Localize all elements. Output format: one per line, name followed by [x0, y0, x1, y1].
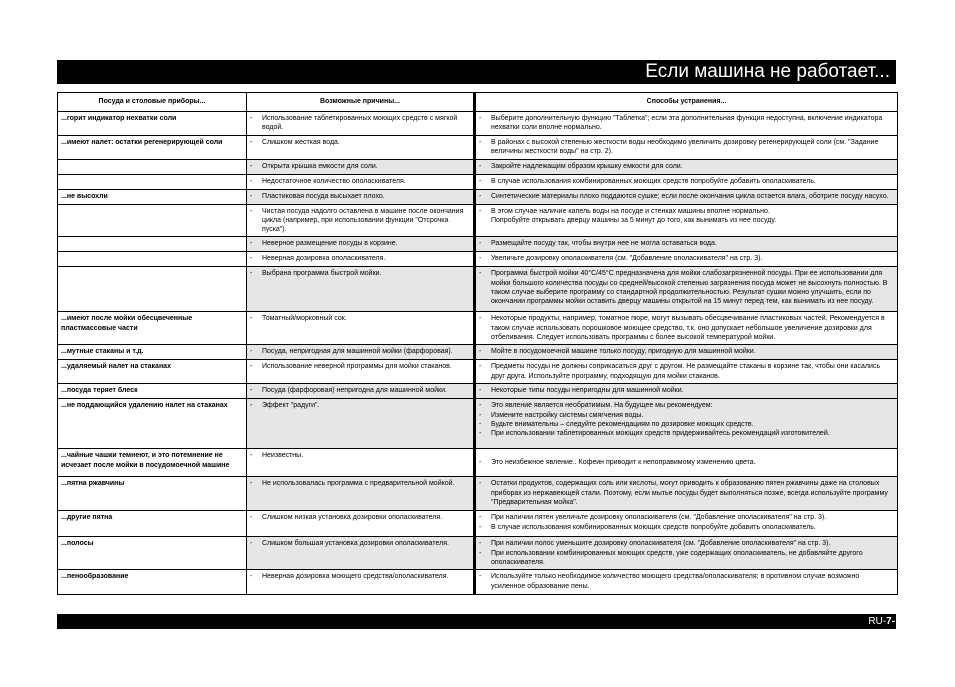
cause-item: - Недостаточное количество ополаскивателя.	[250, 177, 470, 186]
dish-cell: ...пенообразование	[58, 570, 247, 595]
table-row	[58, 312, 898, 345]
cause-item: - Слишком большая установка дозировки ополаскивателя.	[250, 539, 470, 548]
cause-cell	[247, 237, 475, 252]
cause-item: - Посуда (фарфоровая) непригодна для машинной мойки.	[250, 386, 470, 395]
dish-cell: ...другие пятна	[58, 511, 247, 537]
cause-item: - Открыта крышка емкости для соли.	[250, 162, 470, 171]
solution-cell	[475, 537, 898, 570]
solution-item: - Предметы посуды не должны соприкасаться друг с другом. Не размещайте стаканы в корзине так, чтобы они касались друг друга. Используйте программу, подходящую для мойки стаканов.	[479, 362, 894, 381]
solution-cell	[475, 449, 898, 477]
table-row	[58, 267, 898, 312]
title-bar	[57, 60, 896, 84]
cause-item: - Использование таблетированных моющих средств с мягкой водой.	[250, 114, 470, 133]
solution-item: - Измените настройку системы смягчения воды.	[479, 411, 894, 420]
solution-item: - При использовании таблетированных моющих средств придерживайтесь рекомендаций изготовителей.	[479, 429, 894, 438]
cause-cell	[247, 384, 475, 399]
page-number-prefix: RU-	[868, 616, 887, 627]
dish-cell: ...имеют налет: остатки регенерирующей соли	[58, 135, 247, 159]
cause-cell	[247, 174, 475, 189]
solution-item: - Некоторые типы посуды непригодны для машинной мойки.	[479, 386, 894, 395]
solution-cell	[475, 384, 898, 399]
solution-cell	[475, 399, 898, 449]
solution-item: - В районах с высокой степенью жесткости воды необходимо увеличить дозировку регенерирующей соли (см. "Задание величины жесткости воды" на стр. 2).	[479, 138, 894, 157]
table-row	[58, 189, 898, 204]
cause-cell	[247, 312, 475, 345]
table-row	[58, 384, 898, 399]
cause-cell	[247, 511, 475, 537]
table-header-row	[58, 93, 898, 112]
solution-item: - Это явление является необратимым. На будущее мы рекомендуем:	[479, 401, 894, 410]
cause-item: - Использование неверной программы для мойки стаканов.	[250, 362, 470, 371]
table-row	[58, 477, 898, 511]
solution-cell	[475, 477, 898, 511]
solution-item: - Будьте внимательны – следуйте рекомендациям по дозировке моющих средств.	[479, 420, 894, 429]
solution-cell	[475, 570, 898, 595]
solution-cell	[475, 345, 898, 360]
solution-item: - Остатки продуктов, содержащих соль или кислоты, могут приводить к образованию пятен ржавчины даже на столовых приборах из нержавеющей стали. Поэтому, если мытье посуды будет выполняться позже, всегда используйте программу "Предварительная мойка".	[479, 479, 894, 507]
footer-bar	[57, 614, 896, 629]
cause-cell	[247, 159, 475, 174]
cause-item: - Томатный/морковный сок.	[250, 314, 470, 323]
solution-cell	[475, 511, 898, 537]
dish-cell	[58, 159, 247, 174]
cause-item: - Неверное размещение посуды в корзине.	[250, 239, 470, 248]
dish-cell: ...чайные чашки темнеют, и это потемнение не исчезает после мойки в посудомоечной машине	[58, 449, 247, 477]
page-title: Если машина не работает...	[645, 61, 890, 82]
dish-cell: ...имеют после мойки обесцвеченные пластмассовые части	[58, 312, 247, 345]
table-row	[58, 345, 898, 360]
cause-cell	[247, 189, 475, 204]
table-row	[58, 449, 898, 477]
dish-cell	[58, 267, 247, 312]
cause-item: - Чистая посуда надолго оставлена в машине после окончания цикла (например, при использовании функции "Отсрочка пуска").	[250, 207, 470, 235]
solution-item: - Используйте только необходимое количество моющего средства/ополаскивателя; в противном случае возможно усиленное образование пены.	[479, 572, 894, 591]
header-solutions: Способы устранения...	[475, 93, 898, 112]
table-row	[58, 511, 898, 537]
cause-item: - Неверная дозировка моющего средства/ополаскивателя.	[250, 572, 470, 581]
dish-cell: ...пятна ржавчины	[58, 477, 247, 511]
dish-cell	[58, 174, 247, 189]
page-number-value: 7	[886, 616, 892, 627]
dish-cell	[58, 204, 247, 237]
cause-cell	[247, 537, 475, 570]
solution-cell	[475, 204, 898, 237]
solution-item: - Мойте в посудомоечной машине только посуду, пригодную для машинной мойки.	[479, 347, 894, 356]
solution-cell	[475, 360, 898, 384]
page-number-suffix: -	[891, 616, 895, 627]
cause-item: - Слишком низкая установка дозировки ополаскивателя.	[250, 513, 470, 522]
solution-item: - Некоторые продукты, например, томатное пюре, могут вызывать обесцвечивание пластиковых частей. Рекомендуется в таком случае использовать порошковое моющее средство, т.к. оно допускает небольшое увеличение дозировки для отбеливания. Следует использовать программы с более высокой температурой мойки.	[479, 314, 894, 342]
cause-cell	[247, 345, 475, 360]
cause-item: - Слишком жесткая вода.	[250, 138, 470, 147]
solution-cell	[475, 112, 898, 136]
table-row	[58, 399, 898, 449]
solution-item: - Программа быстрой мойки 40°C/45°C предназначена для мойки слабозагрязненной посуды. При ее использовании для мойки большого количества посуды со средней/высокой степенью загрязнения посуда может не высохнуть полностью. В таком случае выберите программу со стандартной продолжительностью. Результат сушки можно улучшить, если по окончании программы мойки оставить дверцу машины открытой на 15 минут перед тем, как вынимать из нее посуду.	[479, 269, 894, 306]
cause-item: - Эффект "радуги".	[250, 401, 470, 410]
solution-cell	[475, 174, 898, 189]
cause-cell	[247, 399, 475, 449]
cause-cell	[247, 135, 475, 159]
solution-cell	[475, 189, 898, 204]
cause-cell	[247, 449, 475, 477]
table-row	[58, 237, 898, 252]
cause-item: - Неверная дозировка ополаскивателя.	[250, 254, 470, 263]
dish-cell: ...не высохли	[58, 189, 247, 204]
dish-cell: ...посуда теряет блеск	[58, 384, 247, 399]
solution-item: - Синтетические материалы плохо поддаются сушке; если после окончания цикла остается влага, оботрите посуду насухо.	[479, 192, 894, 201]
cause-cell	[247, 360, 475, 384]
solution-item: - Выберите дополнительную функцию "Таблетка"; если эта дополнительная функция недоступна, включение индикатора нехватки соли вполне нормально.	[479, 114, 894, 133]
cause-cell	[247, 267, 475, 312]
page-number	[868, 614, 896, 629]
solution-item: - Это неизбежное явление.. Кофеин приводит к непоправимому изменению цвета.	[479, 458, 894, 467]
table-row	[58, 174, 898, 189]
cause-item: - Посуда, непригодная для машинной мойки (фарфоровая).	[250, 347, 470, 356]
cause-item: - Пластиковая посуда высыхает плохо.	[250, 192, 470, 201]
solution-cell	[475, 312, 898, 345]
solution-item: - В этом случае наличие капель воды на посуде и стенках машины вполне нормально. Попробуйте открывать дверцу машины за 5 минут до того, как вынимать из нее посуду.	[479, 207, 894, 226]
cause-item: - Не использовалась программа с предварительной мойкой.	[250, 479, 470, 488]
header-causes: Возможные причины...	[247, 93, 475, 112]
solution-cell	[475, 252, 898, 267]
solution-item: - При наличии полос уменьшите дозировку ополаскивателя (см. "Добавление ополаскивателя" на стр. 3).	[479, 539, 894, 548]
dish-cell: ...удаляемый налет на стаканах	[58, 360, 247, 384]
table-row	[58, 135, 898, 159]
table-row	[58, 537, 898, 570]
solution-cell	[475, 267, 898, 312]
dish-cell	[58, 252, 247, 267]
dish-cell: ...не поддающийся удалению налет на стаканах	[58, 399, 247, 449]
solution-item: - При наличии пятен увеличьте дозировку ополаскивателя (см. "Добавление ополаскивателя" на стр. 3).	[479, 513, 894, 522]
cause-cell	[247, 204, 475, 237]
dish-cell: ...мутные стаканы и т.д.	[58, 345, 247, 360]
table-body	[58, 112, 898, 595]
solution-cell	[475, 135, 898, 159]
solution-cell	[475, 159, 898, 174]
dish-cell	[58, 237, 247, 252]
solution-item: - Закройте надлежащим образом крышку емкости для соли.	[479, 162, 894, 171]
solution-item: - Увеличьте дозировку ополаскивателя (см. "Добавление ополаскивателя" на стр. 3).	[479, 254, 894, 263]
solution-cell	[475, 237, 898, 252]
dish-cell: ...горит индикатор нехватки соли	[58, 112, 247, 136]
header-dishes: Посуда и столовые приборы...	[58, 93, 247, 112]
solution-item: - Размещайте посуду так, чтобы внутри нее не могла оставаться вода.	[479, 239, 894, 248]
cause-item: - Неизвестны.	[250, 451, 470, 460]
table-row	[58, 570, 898, 595]
table-row	[58, 204, 898, 237]
table-row	[58, 112, 898, 136]
solution-item: - При использовании комбинированных моющих средств, уже содержащих ополаскиватель, не добавляйте другого ополаскивателя.	[479, 549, 894, 568]
cause-cell	[247, 477, 475, 511]
cause-cell	[247, 570, 475, 595]
solution-item: - В случае использования комбинированных моющих средств попробуйте добавить ополаскиватель.	[479, 523, 894, 532]
table-row	[58, 360, 898, 384]
cause-cell	[247, 112, 475, 136]
cause-cell	[247, 252, 475, 267]
cause-item: - Выбрана программа быстрой мойки.	[250, 269, 470, 278]
dish-cell: ...полосы	[58, 537, 247, 570]
table-row	[58, 159, 898, 174]
table-row	[58, 252, 898, 267]
troubleshooting-table	[57, 92, 898, 595]
solution-item: - В случае использования комбинированных моющих средств попробуйте добавить ополаскиватель.	[479, 177, 894, 186]
